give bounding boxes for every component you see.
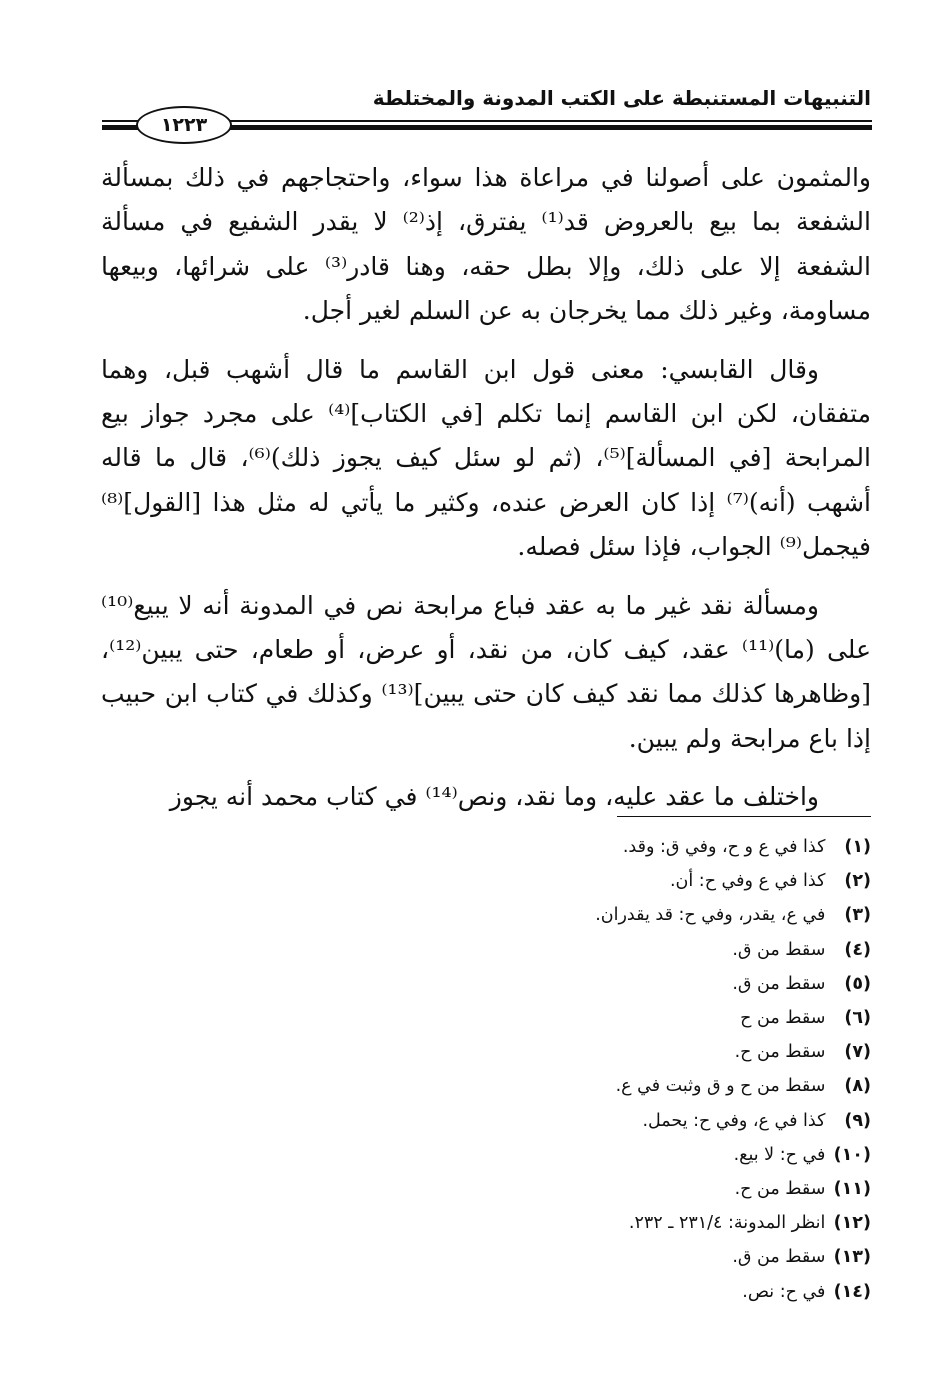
footnote-text: كذا في ع وفي ح: أن. (669, 871, 826, 892)
paragraph-4: واختلف ما عقد عليه، وما نقد، ونص⁽¹⁴⁾ في كتاب محمد أنه يجوز (169, 782, 819, 812)
footnote-text: سقط من ح و ق وثبت في ع. (615, 1076, 826, 1097)
footnote-item (371, 1206, 871, 1240)
footnote-text: سقط من ح (740, 1008, 826, 1029)
footnote-text: سقط من ق. (732, 939, 826, 960)
footnote-item (371, 898, 871, 932)
footnote-text: سقط من ق. (732, 973, 826, 994)
paragraph-3: ومسألة نقد غير ما به عقد فباع مرابحة نص في المدونة أنه لا يبيع⁽¹⁰⁾ على (ما)⁽¹¹⁾ عقد، كيف كان، من نقد، أو عرض، أو طعام، حتى يبين⁽¹²⁾، [وظاهرها كذلك مما نقد كيف كان حتى يبين]⁽¹³⁾ وكذلك في كتاب ابن حبيب إذا باع مرابحة ولم يبين. (101, 590, 871, 753)
footnote-text: سقط من ق. (732, 1247, 826, 1268)
running-title: التنبيهات المستنبطة على الكتب المدونة والمختلطة (372, 86, 871, 110)
footnote-item (371, 933, 871, 967)
paragraph-1: والمثمون على أصولنا في مراعاة هذا سواء، واحتجاجهم في ذلك بمسألة الشفعة بما بيع بالعروض قد⁽¹⁾ يفترق، إذ⁽²⁾ لا يقدر الشفيع في مسألة الشفعة إلا على ذلك، وإلا بطل حقه، وهنا قادر⁽³⁾ على شرائها، وبيعها مساومة، وغير ذلك مما يخرجان به عن السلم لغير أجل. (101, 163, 871, 326)
footnote-item (371, 1172, 871, 1206)
footnote-item (371, 864, 871, 898)
footnote-text: سقط من ح. (734, 1042, 826, 1063)
footnote-number: (٩) (844, 1110, 871, 1131)
footnote-item (371, 1275, 871, 1309)
footnote-number: (١) (844, 837, 871, 857)
footnote-item (371, 1069, 871, 1103)
footnote-number: (١٢) (833, 1213, 871, 1234)
footnote-text: في ح: لا بيع. (733, 1144, 826, 1165)
paragraph-2: وقال القابسي: معنى قول ابن القاسم ما قال أشهب قبل، وهما متفقان، لكن ابن القاسم إنما تكلم [في الكتاب]⁽⁴⁾ على مجرد جواز بيع المرابحة [في المسألة]⁽⁵⁾، (ثم لو سئل كيف يجوز ذلك)⁽⁶⁾، قال ما قاله أشهب (أنه)⁽⁷⁾ إذا كان العرض عنده، وكثير ما يأتي له مثل هذا [القول]⁽⁸⁾ فيجمل⁽⁹⁾ الجواب، فإذا سئل فصله. (101, 354, 871, 562)
footnote-item (371, 830, 871, 864)
footnote-number: (٤) (844, 939, 871, 960)
body-text (101, 156, 871, 834)
footnote-text: انظر المدونة: ٢٣١/٤ ـ ٢٣٢. (628, 1213, 826, 1234)
footnote-number: (٨) (844, 1076, 871, 1097)
footnote-number: (٧) (844, 1042, 871, 1063)
footnote-item (371, 1240, 871, 1274)
footnote-number: (٢) (844, 871, 871, 892)
footnote-text: في ع، يقدر، وفي ح: قد يقدران. (595, 905, 826, 926)
footnote-item (371, 1035, 871, 1069)
footnote-number: (٥) (844, 973, 871, 994)
footnote-number: (١١) (833, 1179, 871, 1200)
footnote-number: (١٠) (833, 1144, 871, 1165)
footnote-number: (١٣) (833, 1247, 871, 1268)
footnote-number: (١٤) (833, 1281, 871, 1302)
footnote-item (371, 967, 871, 1001)
footnote-number: (٦) (844, 1008, 871, 1029)
page-number: ١٢٢٣ (136, 106, 232, 144)
footnote-item (371, 1001, 871, 1035)
footnote-item (371, 1104, 871, 1138)
footnote-text: في ح: نص. (742, 1281, 826, 1302)
footnote-text: كذا في ع، وفي ح: يحمل. (642, 1110, 826, 1131)
footnote-item (371, 1138, 871, 1172)
footnote-text: كذا في ع و ح، وفي ق: وقد. (622, 837, 826, 857)
footnote-number: (٣) (844, 905, 871, 926)
footnote-separator (617, 816, 871, 817)
footnote-text: سقط من ح. (734, 1179, 826, 1200)
footnotes-list (371, 830, 871, 1309)
